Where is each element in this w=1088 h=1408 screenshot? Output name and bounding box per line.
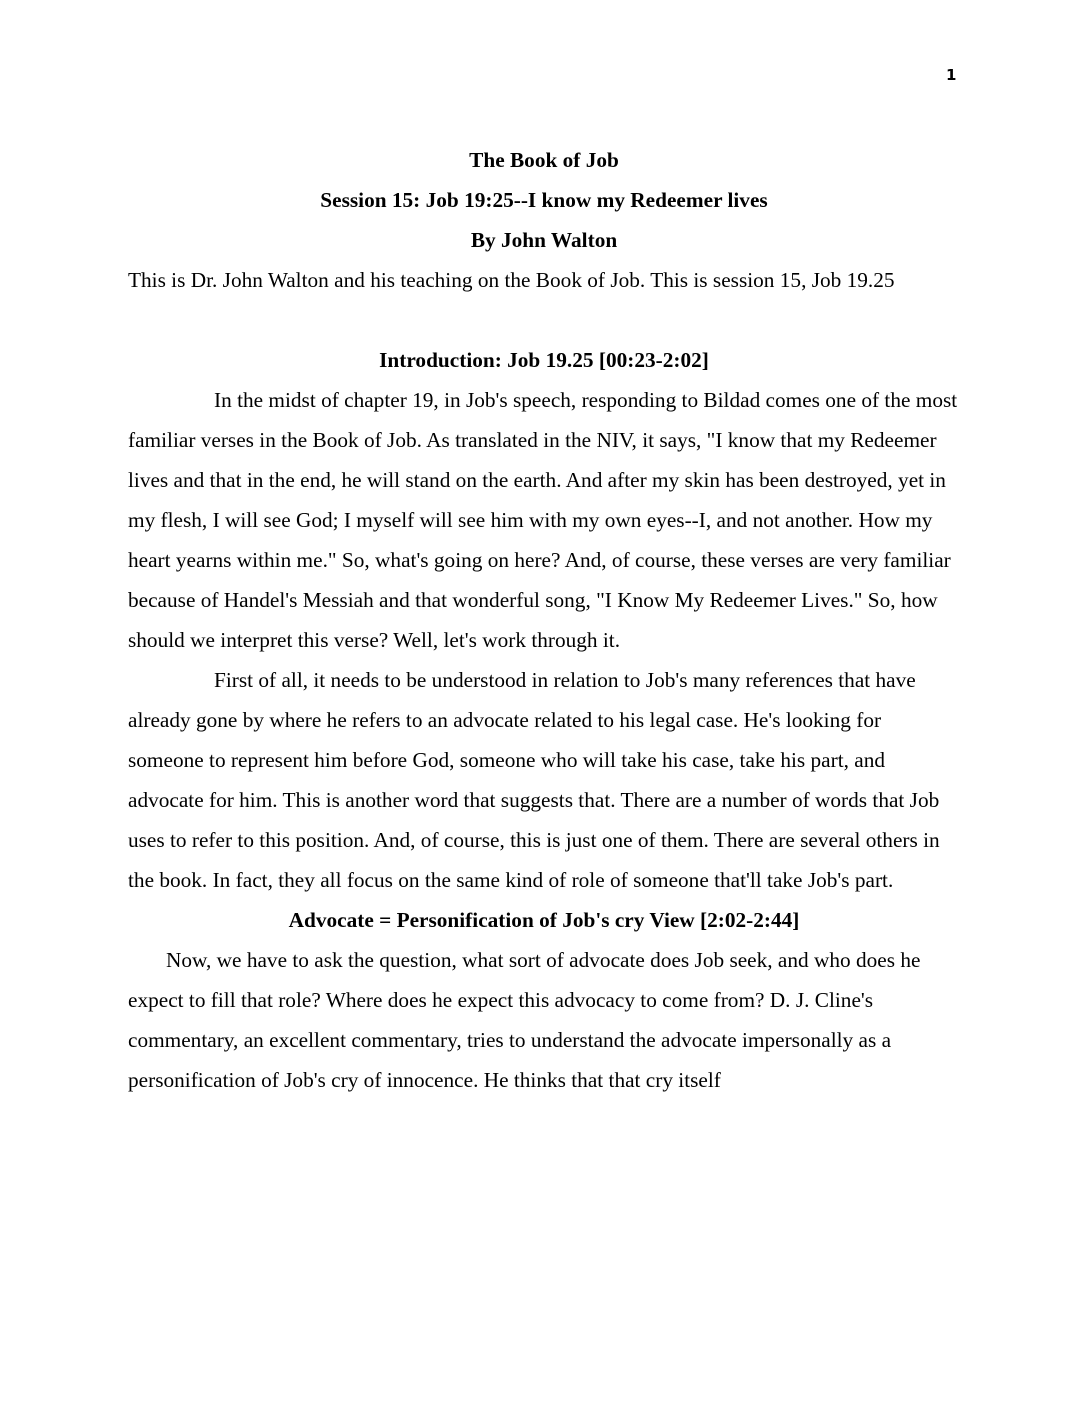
paragraph-3: Now, we have to ask the question, what sort of advocate does Job seek, and who does he expect to fill that role? Where does he expect this advocacy to come from? D. J. Cline's commentary, an excellent commentary, tries to understand the advocate impersonally as a personification of Job's cry of innocence. He thinks that that cry itself [128, 948, 921, 1092]
intro-paragraph: This is Dr. John Walton and his teaching on the Book of Job. This is session 15, Job 19.25 [128, 268, 895, 292]
document-body [128, 140, 960, 1100]
paragraph-1: In the midst of chapter 19, in Job's speech, responding to Bildad comes one of the most familiar verses in the Book of Job. As translated in the NIV, it says, "I know that my Redeemer lives and that in the end, he will stand on the earth. And after my skin has been destroyed, yet in my flesh, I will see God; I myself will see him with my own eyes--I, and not another. How my heart yearns within me." So, what's going on here? And, of course, these verses are very familiar because of Handel's Messiah and that wonderful song, "I Know My Redeemer Lives." So, how should we interpret this verse? Well, let's work through it. [128, 388, 958, 652]
paragraph-2: First of all, it needs to be understood in relation to Job's many references that have already gone by where he refers to an advocate related to his legal case. He's looking for someone to represent him before God, someone who will take his case, take his part, and advocate for him. This is another word that suggests that. There are a number of words that Job uses to refer to this position. And, of course, this is just one of them. There are several others in the book. In fact, they all focus on the same kind of role of someone that'll take Job's part. [128, 668, 940, 892]
document-title: The Book of Job [469, 148, 619, 172]
session-title: Session 15: Job 19:25--I know my Redeemer lives [320, 188, 768, 212]
section-gap [128, 300, 960, 340]
section-heading-introduction: Introduction: Job 19.25 [00:23-2:02] [379, 348, 709, 372]
section-heading-advocate: Advocate = Personification of Job's cry View [2:02-2:44] [288, 908, 800, 932]
author-line: By John Walton [470, 228, 618, 252]
page-number: 1 [946, 66, 957, 84]
